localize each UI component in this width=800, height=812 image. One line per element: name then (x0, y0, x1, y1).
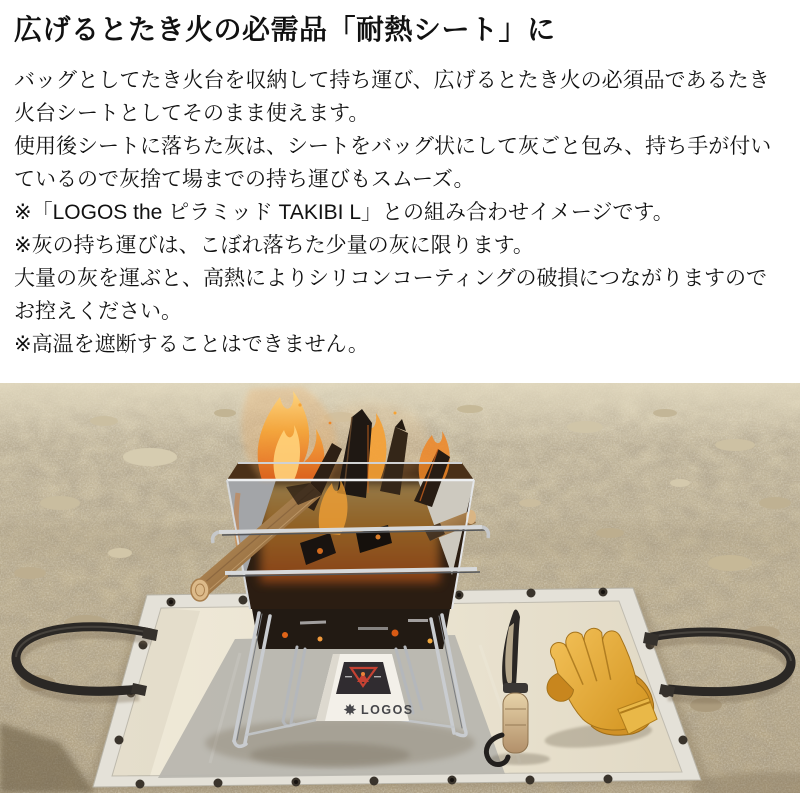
description-paragraph-5: 大量の灰を運ぶと、高熱によりシリコンコーティングの破損につながりますのでお控えください。 (14, 267, 768, 324)
product-description (14, 64, 786, 361)
description-paragraph-2: 使用後シートに落ちた灰は、シートをバッグ状にして灰ごと包み、持ち手が付いているので灰捨て場までの持ち運びもスムーズ。 (14, 135, 772, 192)
description-paragraph-1: バッグとしてたき火台を収納して持ち運び、広げるとたき火の必須品であるたき火台シートとしてそのまま使えます。 (14, 69, 770, 126)
photo-svg (0, 383, 800, 793)
product-photo (0, 383, 800, 793)
page-title: 広げるとたき火の必需品「耐熱シート」に (14, 14, 556, 45)
description-paragraph-4: ※灰の持ち運びは、こぼれ落ちた少量の灰に限ります。 (14, 234, 534, 258)
product-detail-page (0, 12, 800, 793)
ash-pan (252, 609, 450, 649)
logos-brand-text: LOGOS (361, 703, 414, 718)
description-paragraph-6: ※高温を遮断することはできません。 (14, 333, 369, 357)
description-paragraph-3: ※「LOGOS the ピラミッド TAKIBI L」との組み合わせイメージです。 (14, 201, 674, 225)
